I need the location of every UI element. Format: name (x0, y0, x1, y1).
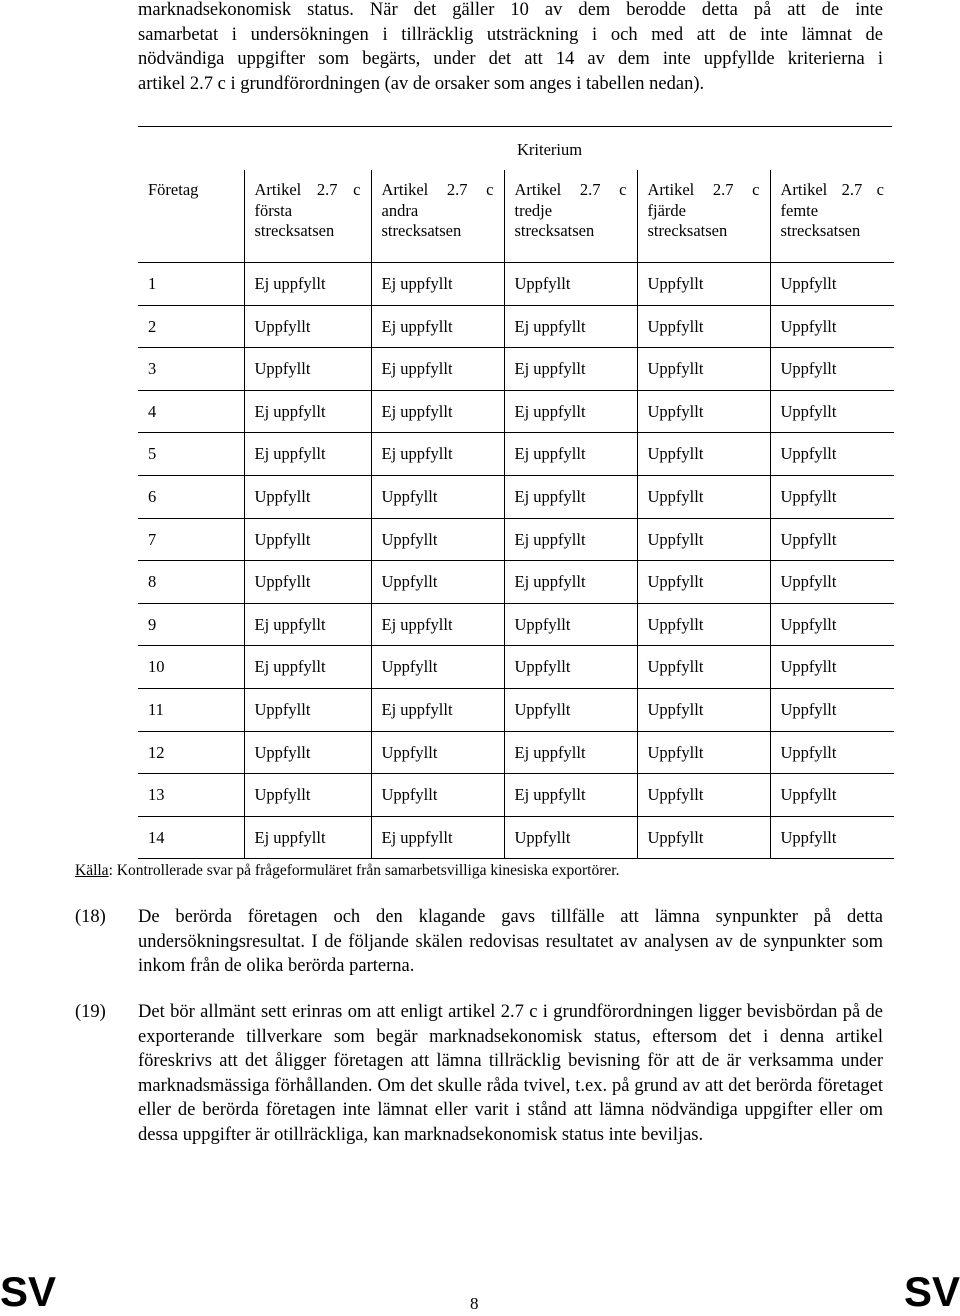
criterion-status-cell: Ej uppfyllt (371, 305, 504, 348)
criterion-status-cell: Ej uppfyllt (244, 433, 371, 476)
criterion-status-cell: Uppfyllt (637, 688, 770, 731)
table-row (138, 646, 894, 689)
criterion-status-cell: Uppfyllt (770, 433, 894, 476)
criterion-status-cell: Uppfyllt (770, 816, 894, 859)
criterion-status-cell: Ej uppfyllt (371, 688, 504, 731)
table-row (138, 731, 894, 774)
criterion-status-cell: Ej uppfyllt (371, 348, 504, 391)
criterion-status-cell: Uppfyllt (244, 688, 371, 731)
criterion-status-cell: Ej uppfyllt (504, 774, 637, 817)
table-row (138, 688, 894, 731)
table-row (138, 475, 894, 518)
paragraph-number: (18) (75, 907, 106, 927)
company-number-cell: 7 (138, 518, 244, 561)
criterion-status-cell: Ej uppfyllt (504, 433, 637, 476)
criterion-status-cell: Ej uppfyllt (244, 646, 371, 689)
table-row (138, 390, 894, 433)
criterion-status-cell: Uppfyllt (244, 475, 371, 518)
table-row (138, 561, 894, 604)
criteria-table (138, 170, 894, 859)
paragraph-text: Det bör allmänt sett erinras om att enligt artikel 2.7 c i grundförordningen ligger bevisbördan på de exporterande tillverkare som begär marknadsekonomisk status, eftersom det i denna artikel föreskrivs att det åligger företagen att lämna tillräcklig bevisning för att de är verksamma under marknadsmässiga förhållanden. Om det skulle råda tvivel, t.ex. på grund av att det berörda företaget eller de berörda företagen inte lämnat eller varit i stånd att lämna nödvändiga uppgifter eller om dessa uppgifter är otillräckliga, kan marknadsekonomisk status inte beviljas. (138, 1002, 883, 1145)
criterion-status-cell: Uppfyllt (244, 305, 371, 348)
criterion-status-cell: Ej uppfyllt (504, 475, 637, 518)
criterion-status-cell: Uppfyllt (770, 263, 894, 306)
criterion-status-cell: Uppfyllt (637, 305, 770, 348)
paragraph-number: (19) (75, 1002, 106, 1022)
table-row (138, 348, 894, 391)
company-number-cell: 4 (138, 390, 244, 433)
criterion-status-cell: Ej uppfyllt (504, 731, 637, 774)
table-row (138, 603, 894, 646)
criterion-status-cell: Uppfyllt (770, 518, 894, 561)
table-row (138, 263, 894, 306)
paragraph-19 (75, 1000, 883, 1147)
criterion-status-cell: Ej uppfyllt (504, 305, 637, 348)
criterion-status-cell: Uppfyllt (504, 688, 637, 731)
kriterium-header: Kriterium (517, 140, 583, 159)
column-header-4: Artikel 2.7 c fjärde strecksatsen (637, 170, 770, 263)
criterion-status-cell: Ej uppfyllt (504, 518, 637, 561)
criterion-status-cell: Uppfyllt (637, 731, 770, 774)
criterion-status-cell: Uppfyllt (637, 475, 770, 518)
table-header-row (138, 170, 894, 263)
intro-line: artikel 2.7 c i grundförordningen (av de orsaker som anges i tabellen nedan). (138, 73, 705, 94)
criterion-status-cell: Uppfyllt (371, 561, 504, 604)
table-row (138, 816, 894, 859)
criterion-status-cell: Ej uppfyllt (371, 433, 504, 476)
criterion-status-cell: Uppfyllt (244, 518, 371, 561)
criterion-status-cell: Ej uppfyllt (244, 603, 371, 646)
criterion-status-cell: Uppfyllt (637, 603, 770, 646)
source-label: Källa (75, 862, 109, 879)
company-number-cell: 8 (138, 561, 244, 604)
column-header-5: Artikel 2.7 c femte strecksatsen (770, 170, 894, 263)
criterion-status-cell: Uppfyllt (770, 688, 894, 731)
criterion-status-cell: Ej uppfyllt (504, 390, 637, 433)
criterion-status-cell: Ej uppfyllt (504, 348, 637, 391)
company-number-cell: 6 (138, 475, 244, 518)
criterion-status-cell: Uppfyllt (371, 518, 504, 561)
criterion-status-cell: Uppfyllt (504, 603, 637, 646)
criterion-status-cell: Uppfyllt (637, 561, 770, 604)
column-header-1: Artikel 2.7 c första strecksatsen (244, 170, 371, 263)
criterion-status-cell: Uppfyllt (637, 646, 770, 689)
company-column-header: Företag (148, 180, 199, 199)
table-row (138, 433, 894, 476)
criterion-status-cell: Uppfyllt (371, 731, 504, 774)
criterion-status-cell: Uppfyllt (371, 475, 504, 518)
language-code-left: SV (0, 1268, 57, 1315)
criterion-status-cell: Uppfyllt (244, 731, 371, 774)
criterion-status-cell: Ej uppfyllt (371, 603, 504, 646)
criterion-status-cell: Uppfyllt (770, 646, 894, 689)
criterion-status-cell: Uppfyllt (637, 390, 770, 433)
paragraph-18 (75, 905, 883, 979)
table-source-note (75, 862, 619, 880)
paragraph-text: De berörda företagen och den klagande gavs tillfälle att lämna synpunkter på detta undersökningsresultat. I de följande skälen redovisas resultatet av analysen av de synpunkter som inkom från de olika berörda parterna. (138, 907, 883, 976)
criterion-status-cell: Uppfyllt (244, 561, 371, 604)
criterion-status-cell: Uppfyllt (504, 263, 637, 306)
criterion-status-cell: Uppfyllt (504, 816, 637, 859)
intro-paragraph (138, 0, 883, 96)
criterion-status-cell: Uppfyllt (637, 263, 770, 306)
company-number-cell: 13 (138, 774, 244, 817)
table-row (138, 305, 894, 348)
criterion-status-cell: Ej uppfyllt (371, 390, 504, 433)
source-text: : Kontrollerade svar på frågeformuläret från samarbetsvilliga kinesiska exportörer. (108, 862, 620, 879)
company-number-cell: 1 (138, 263, 244, 306)
company-number-cell: 3 (138, 348, 244, 391)
criterion-status-cell: Uppfyllt (244, 774, 371, 817)
company-number-cell: 5 (138, 433, 244, 476)
company-number-cell: 12 (138, 731, 244, 774)
company-number-cell: 11 (138, 688, 244, 731)
criterion-status-cell: Uppfyllt (770, 561, 894, 604)
criterion-status-cell: Uppfyllt (637, 433, 770, 476)
criterion-status-cell: Uppfyllt (371, 646, 504, 689)
page-number: 8 (470, 1294, 479, 1313)
company-number-cell: 10 (138, 646, 244, 689)
criterion-status-cell: Uppfyllt (770, 475, 894, 518)
table-top-rule (138, 126, 892, 127)
criterion-status-cell: Ej uppfyllt (244, 390, 371, 433)
table-row (138, 518, 894, 561)
criterion-status-cell: Ej uppfyllt (244, 816, 371, 859)
table-row (138, 774, 894, 817)
criterion-status-cell: Uppfyllt (770, 390, 894, 433)
criterion-status-cell: Uppfyllt (371, 774, 504, 817)
criterion-status-cell: Uppfyllt (637, 518, 770, 561)
criterion-status-cell: Uppfyllt (637, 774, 770, 817)
criterion-status-cell: Uppfyllt (770, 774, 894, 817)
criterion-status-cell: Ej uppfyllt (244, 263, 371, 306)
criterion-status-cell: Ej uppfyllt (371, 263, 504, 306)
criterion-status-cell: Uppfyllt (770, 731, 894, 774)
language-code-right: SV (903, 1268, 960, 1315)
criterion-status-cell: Ej uppfyllt (504, 561, 637, 604)
intro-line: marknadsekonomisk status. När det gäller 10 av dem berodde detta på att de inte (138, 0, 883, 20)
column-header-2: Artikel 2.7 c andra strecksatsen (371, 170, 504, 263)
criterion-status-cell: Uppfyllt (637, 348, 770, 391)
criterion-status-cell: Uppfyllt (504, 646, 637, 689)
criterion-status-cell: Ej uppfyllt (371, 816, 504, 859)
criterion-status-cell: Uppfyllt (770, 603, 894, 646)
criterion-status-cell: Uppfyllt (770, 305, 894, 348)
company-number-cell: 14 (138, 816, 244, 859)
column-header-3: Artikel 2.7 c tredje strecksatsen (504, 170, 637, 263)
company-number-cell: 2 (138, 305, 244, 348)
company-number-cell: 9 (138, 603, 244, 646)
intro-line: samarbetat i undersökningen i tillräcklig utsträckning i och med att de inte lämnat de (138, 24, 883, 45)
criterion-status-cell: Uppfyllt (770, 348, 894, 391)
criterion-status-cell: Uppfyllt (637, 816, 770, 859)
criterion-status-cell: Uppfyllt (244, 348, 371, 391)
intro-line: nödvändiga uppgifter som begärts, under det att 14 av dem inte uppfyllde kriterierna i (138, 49, 883, 69)
